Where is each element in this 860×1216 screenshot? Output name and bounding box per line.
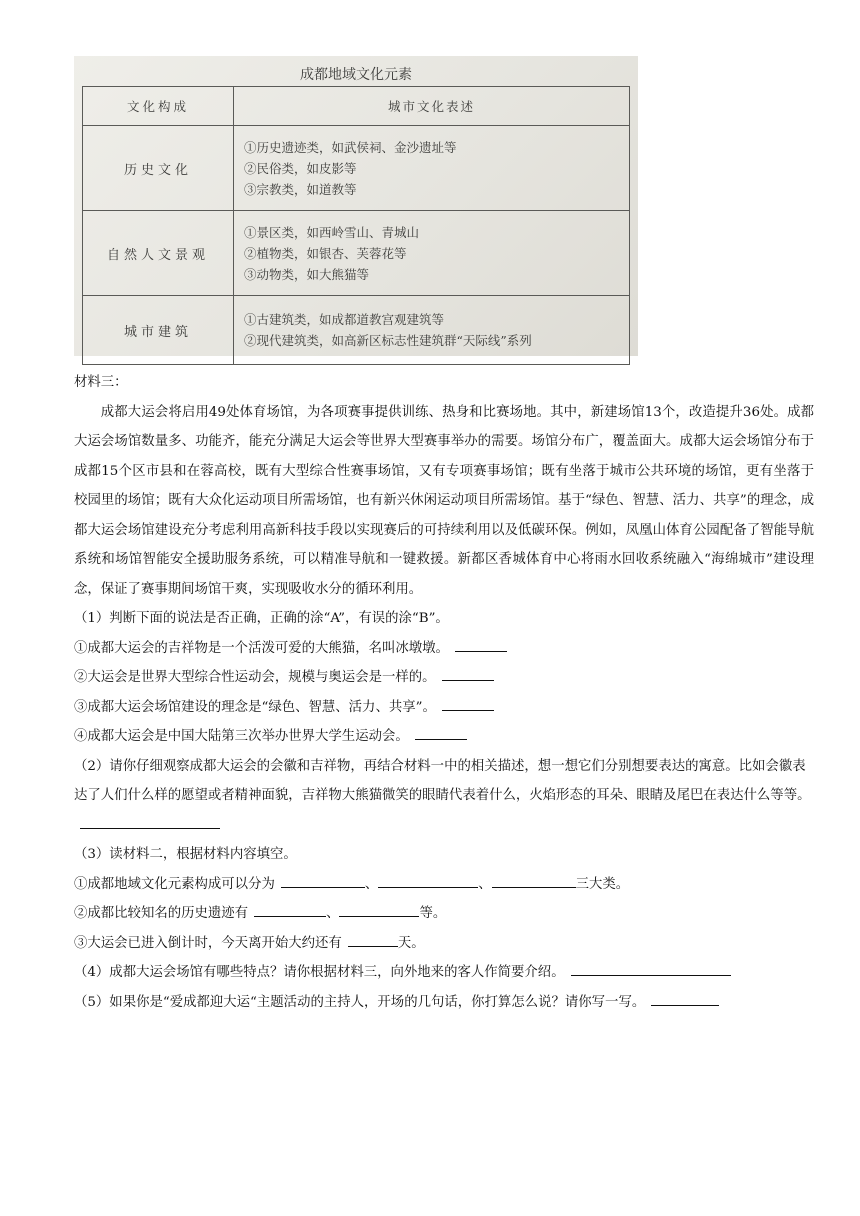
table-cell-description	[234, 211, 630, 296]
description-line: ②植物类，如银杏、芙蓉花等	[244, 245, 407, 261]
culture-table	[82, 86, 630, 365]
answer-blank[interactable]	[571, 961, 731, 976]
answer-blank[interactable]	[254, 902, 326, 917]
answer-blank[interactable]	[339, 902, 419, 917]
fill-text: ②成都比较知名的历史遗迹有	[74, 906, 249, 921]
answer-blank[interactable]	[442, 696, 494, 711]
table-header-category: 文化构成	[83, 87, 234, 126]
statement-text: ③成都大运会场馆建设的理念是“绿色、智慧、活力、共享”。	[74, 699, 436, 715]
table-cell-category: 自然人文景观	[83, 211, 234, 296]
question-4	[74, 958, 814, 988]
table-row	[83, 211, 630, 296]
fill-text: 、	[326, 906, 340, 921]
answer-blank[interactable]	[492, 873, 576, 888]
culture-table-photo	[74, 56, 638, 356]
question-1-stem: （1）判断下面的说法是否正确，正确的涂“A”，有误的涂“B”。	[74, 611, 449, 626]
description-line: ①历史遗迹类，如武侯祠、金沙遗址等	[244, 139, 457, 155]
question-1-item	[74, 693, 814, 723]
fill-text: ③大运会已进入倒计时，今天离开始大约还有	[74, 935, 342, 951]
fill-text: ①成都地域文化元素构成可以分为	[74, 876, 275, 892]
description-line: ③宗教类，如道教等	[244, 181, 357, 197]
fill-text: 等。	[419, 906, 447, 921]
answer-blank[interactable]	[348, 932, 398, 947]
question-2	[74, 752, 814, 841]
answer-blank[interactable]	[378, 873, 478, 888]
question-2-text: （2）请你仔细观察成都大运会的会徽和吉祥物，再结合材料一中的相关描述，想一想它们分别想要表达的寓意。比如会徽表达了人们什么样的愿望或者精神面貌，吉祥物大熊猫微笑的眼睛代表着什么，火焰形态的耳朵、眼睛及尾巴在表达什么等等。	[74, 758, 811, 803]
answer-blank[interactable]	[455, 637, 507, 652]
question-3-b	[74, 899, 814, 929]
description-line: ②民俗类，如皮影等	[244, 160, 357, 176]
description-line: ②现代建筑类，如高新区标志性建筑群“天际线”系列	[244, 333, 532, 348]
fill-text: 、	[364, 876, 379, 892]
table-cell-category: 历史文化	[83, 126, 234, 211]
fill-text: 三大类。	[575, 876, 630, 892]
statement-text: ②大运会是世界大型综合性运动会，规模与奥运会是一样的。	[74, 670, 436, 685]
table-header-description: 城市文化表述	[234, 87, 630, 126]
table-cell-category: 城市建筑	[83, 296, 234, 365]
question-1-item	[74, 663, 814, 693]
fill-text: 、	[478, 876, 492, 892]
answer-blank[interactable]	[415, 725, 467, 740]
description-line: ③动物类，如大熊猫等	[244, 266, 370, 282]
table-cell-description	[234, 126, 630, 211]
fill-text: 天。	[397, 935, 425, 951]
question-5-text: （5）如果你是“爱成都迎大运“主题活动的主持人，开场的几句话，你打算怎么说？请你写一写。	[74, 994, 646, 1010]
question-1-item	[74, 722, 814, 752]
question-3-a	[74, 870, 814, 900]
answer-blank[interactable]	[651, 991, 719, 1006]
table-caption: 成都地域文化元素	[300, 67, 412, 83]
material-three-label: 材料三：	[74, 375, 128, 390]
description-line: ①古建筑类，如成都道教宫观建筑等	[244, 312, 445, 327]
question-5	[74, 988, 814, 1018]
description-line: ①景区类，如西岭雪山、青城山	[244, 224, 420, 240]
question-content	[74, 368, 814, 1017]
question-1-item	[74, 634, 814, 664]
question-4-text: （4）成都大运会场馆有哪些特点？请你根据材料三，向外地来的客人作简要介绍。	[74, 965, 565, 980]
answer-blank[interactable]	[442, 666, 494, 681]
statement-text: ①成都大运会的吉祥物是一个活泼可爱的大熊猫，名叫冰墩墩。	[74, 640, 449, 656]
answer-blank[interactable]	[80, 814, 220, 829]
question-3-c	[74, 929, 814, 959]
question-3-stem: （3）读材料二，根据材料内容填空。	[74, 847, 297, 862]
answer-blank[interactable]	[281, 873, 365, 888]
material-three-paragraph: 成都大运会将启用49处体育场馆，为各项赛事提供训练、热身和比赛场地。其中，新建场馆13个，改造提升36处。成都大运会场馆数量多、功能齐，能充分满足大运会等世界大型赛事举办的需要。场馆分布广，覆盖面大。成都大运会场馆分布于成都15个区市县和在蓉高校，既有大型综合性赛事场馆，又有专项赛事场馆；既有坐落于城市公共环境的场馆，更有坐落于校园里的场馆；既有大众化运动项目所需场馆，也有新兴休闲运动项目所需场馆。基于“绿色、智慧、活力、共享”的理念，成都大运会场馆建设充分考虑利用高新科技手段以实现赛后的可持续利用以及低碳环保。例如，凤凰山体育公园配备了智能导航系统和场馆智能安全援助服务系统，可以精准导航和一键救援。新都区香城体育中心将雨水回收系统融入“海绵城市”建设理念，保证了赛事期间场馆干爽，实现吸收水分的循环利用。	[74, 404, 814, 597]
statement-text: ④成都大运会是中国大陆第三次举办世界大学生运动会。	[74, 729, 409, 744]
table-row	[83, 126, 630, 211]
table-row	[83, 296, 630, 365]
table-cell-description	[234, 296, 630, 365]
